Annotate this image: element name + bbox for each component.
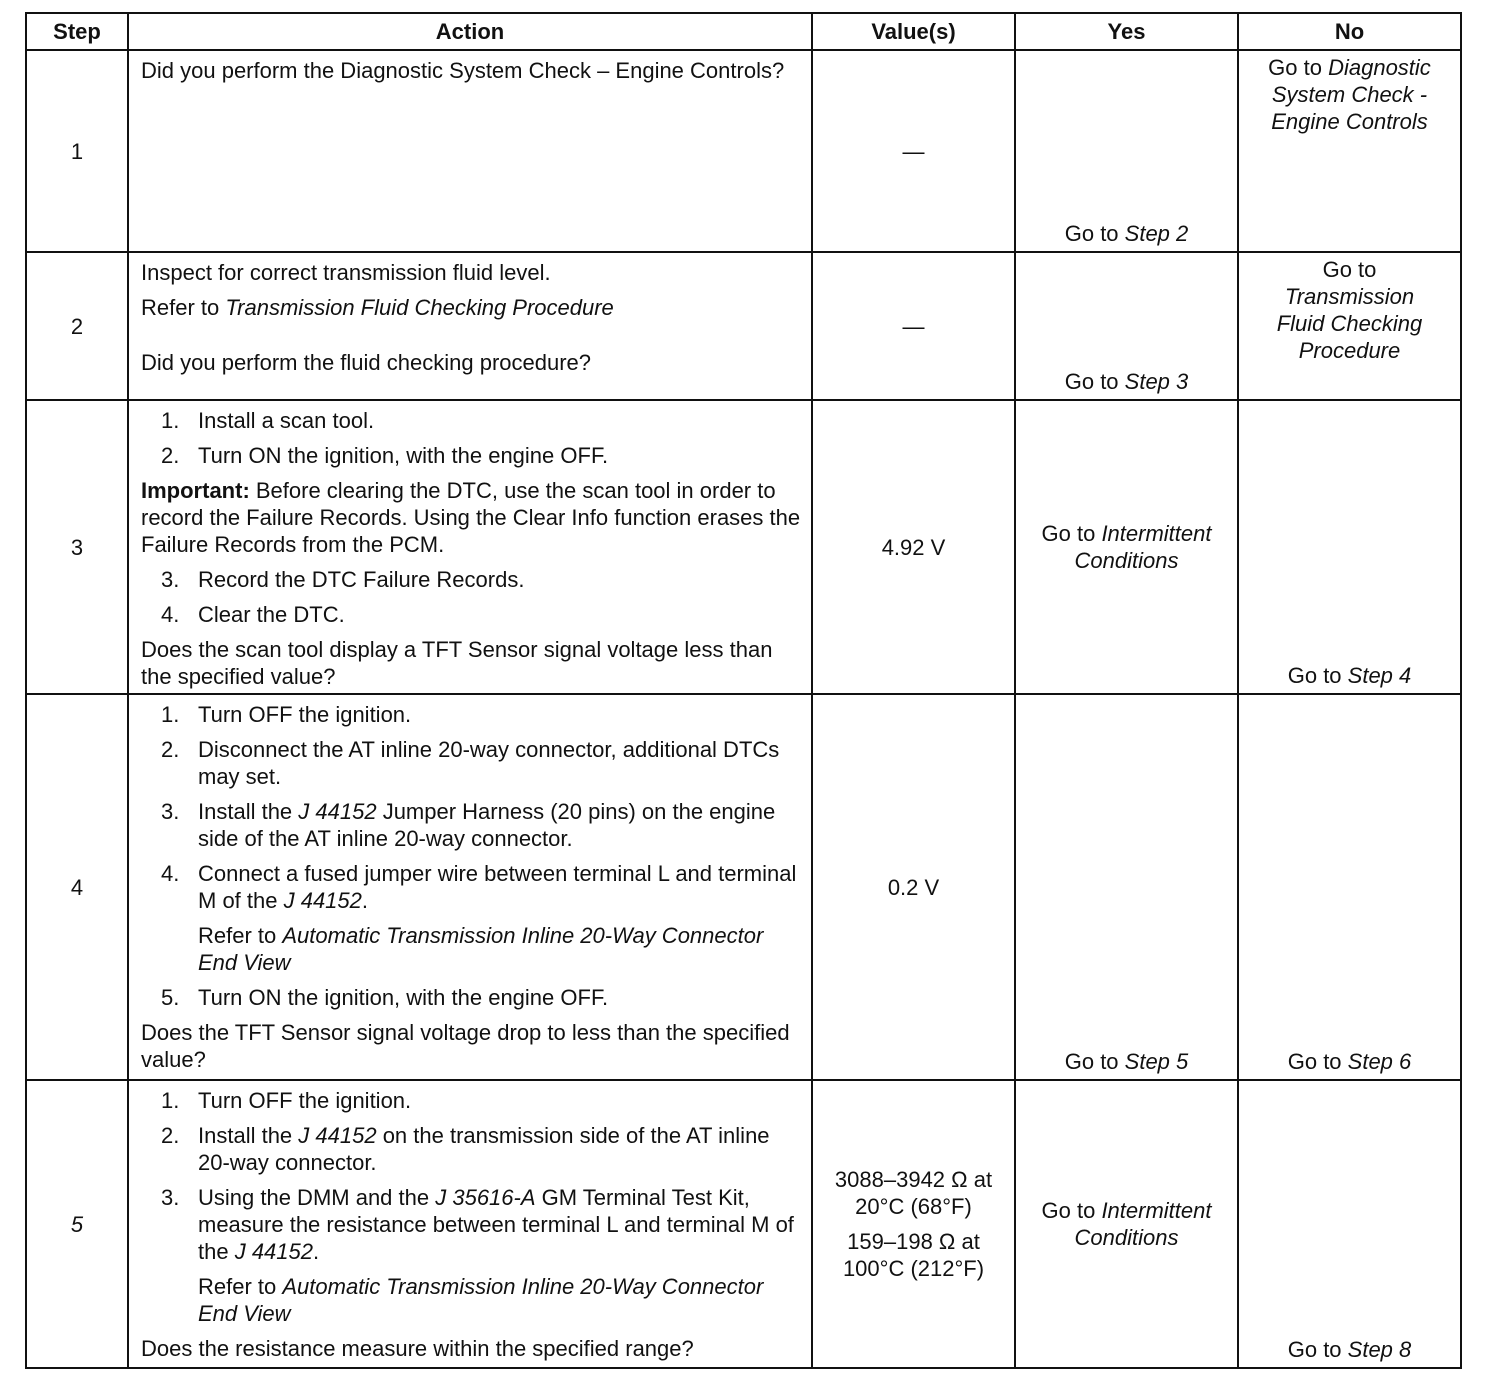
yes-prefix: Go to (1064, 369, 1125, 394)
step-number: 5 (26, 1080, 128, 1368)
tool-reference: J 44152 (298, 799, 377, 824)
no-cell (1238, 252, 1461, 400)
reference-prefix: Refer to (141, 295, 226, 320)
value-text: 4.92 V (881, 534, 946, 560)
step-text: Using the DMM and the (198, 1185, 436, 1210)
procedure-step (141, 566, 803, 593)
value-cell (812, 1080, 1015, 1368)
procedure-step (141, 798, 803, 852)
value-cell (812, 252, 1015, 400)
procedure-list (141, 1087, 803, 1265)
value-text: 3088–3942 Ω at 20°C (68°F) (834, 1167, 993, 1219)
table-row (26, 694, 1461, 1080)
step-number: 2 (26, 252, 128, 400)
tool-reference: J 44152 (298, 1123, 377, 1148)
value-text: 0.2 V (887, 874, 940, 900)
reference-target[interactable]: Automatic Transmission Inline 20-Way Connector End View (198, 923, 764, 975)
step-num: 4. (161, 861, 180, 886)
procedure-step (141, 1184, 803, 1265)
reference-prefix: Refer to (198, 923, 283, 948)
important-label: Important: (141, 478, 250, 503)
yes-cell (1015, 400, 1238, 694)
step-text: . (313, 1239, 320, 1264)
procedure-step (141, 1087, 803, 1114)
procedure-step (141, 736, 803, 790)
step-number: 3 (26, 400, 128, 694)
yes-target: Step 5 (1124, 1049, 1189, 1074)
yes-cell (1015, 50, 1238, 252)
table-row (26, 50, 1461, 252)
step-text: GM Terminal Test Kit, measure the resistance between terminal L and terminal M of the (198, 1185, 794, 1264)
yes-cell (1015, 252, 1238, 400)
action-question: Does the resistance measure within the specified range? (141, 1336, 694, 1361)
procedure-step (141, 407, 803, 434)
yes-prefix: Go to (1064, 1049, 1125, 1074)
tool-reference: J 44152 (234, 1239, 313, 1264)
no-target: Diagnostic System Check - Engine Controls (1271, 55, 1431, 134)
step-num: 1. (161, 702, 180, 727)
step-num: 2. (161, 1123, 180, 1148)
step-text: Connect a fused jumper wire between terminal L and terminal M of the (198, 861, 797, 913)
no-link[interactable] (1239, 662, 1460, 689)
yes-link[interactable] (1016, 1048, 1237, 1075)
yes-prefix: Go to (1041, 521, 1102, 546)
no-prefix: Go to (1287, 1337, 1348, 1362)
action-cell (128, 1080, 812, 1368)
value-cell (812, 694, 1015, 1080)
procedure-step (141, 701, 803, 728)
no-cell (1238, 400, 1461, 694)
step-num: 1. (161, 408, 180, 433)
action-reference (141, 1273, 803, 1327)
step-text: Record the DTC Failure Records. (198, 567, 525, 592)
step-text: . (361, 888, 369, 913)
important-text: Before clearing the DTC, use the scan tool in order to record the Failure Records. Using the Clear Info function erases the Failure Records from the PCM. (141, 478, 801, 557)
no-prefix: Go to (1287, 1049, 1348, 1074)
step-text: Install a scan tool. (198, 408, 375, 433)
action-cell (128, 400, 812, 694)
step-text: on the transmission side of the AT inline 20-way connector. (198, 1123, 770, 1175)
procedure-list (141, 701, 803, 914)
value-text: 159–198 Ω at 100°C (212°F) (842, 1229, 985, 1281)
yes-target: Step 3 (1124, 369, 1189, 394)
step-text: Install the (198, 1123, 299, 1148)
no-prefix: Go to (1287, 663, 1348, 688)
no-prefix: Go to (1268, 55, 1329, 80)
yes-target: Intermittent Conditions (1074, 1198, 1212, 1250)
step-number: 4 (26, 694, 128, 1080)
step-num: 1. (161, 1088, 180, 1113)
value-cell (812, 400, 1015, 694)
action-question: Does the scan tool display a TFT Sensor signal voltage less than the specified value? (141, 637, 773, 689)
header-values: Value(s) (812, 13, 1015, 50)
table-row (26, 1080, 1461, 1368)
step-num: 2. (161, 443, 180, 468)
action-line: Inspect for correct transmission fluid level. (141, 260, 551, 285)
header-row (26, 13, 1461, 50)
no-target: Step 6 (1347, 1049, 1412, 1074)
value-cell (812, 50, 1015, 252)
step-text: Turn ON the ignition, with the engine OFF. (198, 443, 609, 468)
step-text: Install the (198, 799, 299, 824)
tool-reference: J 35616-A (435, 1185, 536, 1210)
reference-prefix: Refer to (198, 1274, 283, 1299)
no-cell (1238, 694, 1461, 1080)
procedure-step (141, 860, 803, 914)
no-link[interactable] (1239, 253, 1460, 364)
yes-link[interactable] (1016, 220, 1237, 247)
action-reference (141, 294, 803, 321)
no-cell (1238, 50, 1461, 252)
yes-target: Intermittent Conditions (1074, 521, 1212, 573)
no-target: Step 4 (1347, 663, 1412, 688)
procedure-list (141, 407, 803, 469)
step-num: 3. (161, 1185, 180, 1210)
step-num: 5. (161, 985, 180, 1010)
no-target: Transmission Fluid Checking Procedure (1276, 284, 1423, 363)
step-text: Clear the DTC. (198, 602, 345, 627)
procedure-step (141, 601, 803, 628)
table-row (26, 400, 1461, 694)
procedure-step (141, 1122, 803, 1176)
action-cell (128, 50, 812, 252)
header-yes: Yes (1015, 13, 1238, 50)
no-prefix: Go to (1322, 257, 1377, 282)
reference-target[interactable]: Transmission Fluid Checking Procedure (225, 295, 614, 320)
diagnostic-table (25, 12, 1462, 1369)
yes-prefix: Go to (1041, 1198, 1102, 1223)
step-text: Jumper Harness (20 pins) on the engine side of the AT inline 20-way connector. (198, 799, 776, 851)
value-text: — (902, 138, 925, 164)
step-text: Turn ON the ignition, with the engine OFF. (198, 985, 609, 1010)
no-link[interactable] (1239, 1336, 1460, 1363)
action-question: Did you perform the Diagnostic System Check – Engine Controls? (141, 58, 785, 83)
header-step: Step (26, 13, 128, 50)
no-link[interactable] (1239, 51, 1460, 135)
step-number: 1 (26, 50, 128, 252)
no-cell (1238, 1080, 1461, 1368)
step-num: 3. (161, 799, 180, 824)
action-question: Does the TFT Sensor signal voltage drop to less than the specified value? (141, 1020, 790, 1072)
step-num: 4. (161, 602, 180, 627)
reference-target[interactable]: Automatic Transmission Inline 20-Way Connector End View (198, 1274, 764, 1326)
action-cell (128, 694, 812, 1080)
action-question: Did you perform the fluid checking procedure? (141, 350, 592, 375)
no-target: Step 8 (1347, 1337, 1412, 1362)
step-text: Disconnect the AT inline 20-way connector, additional DTCs may set. (198, 737, 780, 789)
no-link[interactable] (1239, 1048, 1460, 1075)
step-num: 2. (161, 737, 180, 762)
step-text: Turn OFF the ignition. (198, 702, 412, 727)
yes-target: Step 2 (1124, 221, 1189, 246)
important-note (141, 477, 803, 558)
procedure-list (141, 566, 803, 628)
yes-prefix: Go to (1064, 221, 1125, 246)
step-num: 3. (161, 567, 180, 592)
procedure-step (141, 442, 803, 469)
value-text: — (902, 313, 925, 339)
header-action: Action (128, 13, 812, 50)
yes-link[interactable] (1016, 520, 1237, 574)
yes-link[interactable] (1016, 1197, 1237, 1251)
header-no: No (1238, 13, 1461, 50)
procedure-step (141, 984, 803, 1011)
yes-cell (1015, 694, 1238, 1080)
yes-cell (1015, 1080, 1238, 1368)
table-row (26, 252, 1461, 400)
procedure-list (141, 984, 803, 1011)
yes-link[interactable] (1016, 368, 1237, 395)
step-text: Turn OFF the ignition. (198, 1088, 412, 1113)
action-cell (128, 252, 812, 400)
action-reference (141, 922, 803, 976)
tool-reference: J 44152 (283, 888, 362, 913)
